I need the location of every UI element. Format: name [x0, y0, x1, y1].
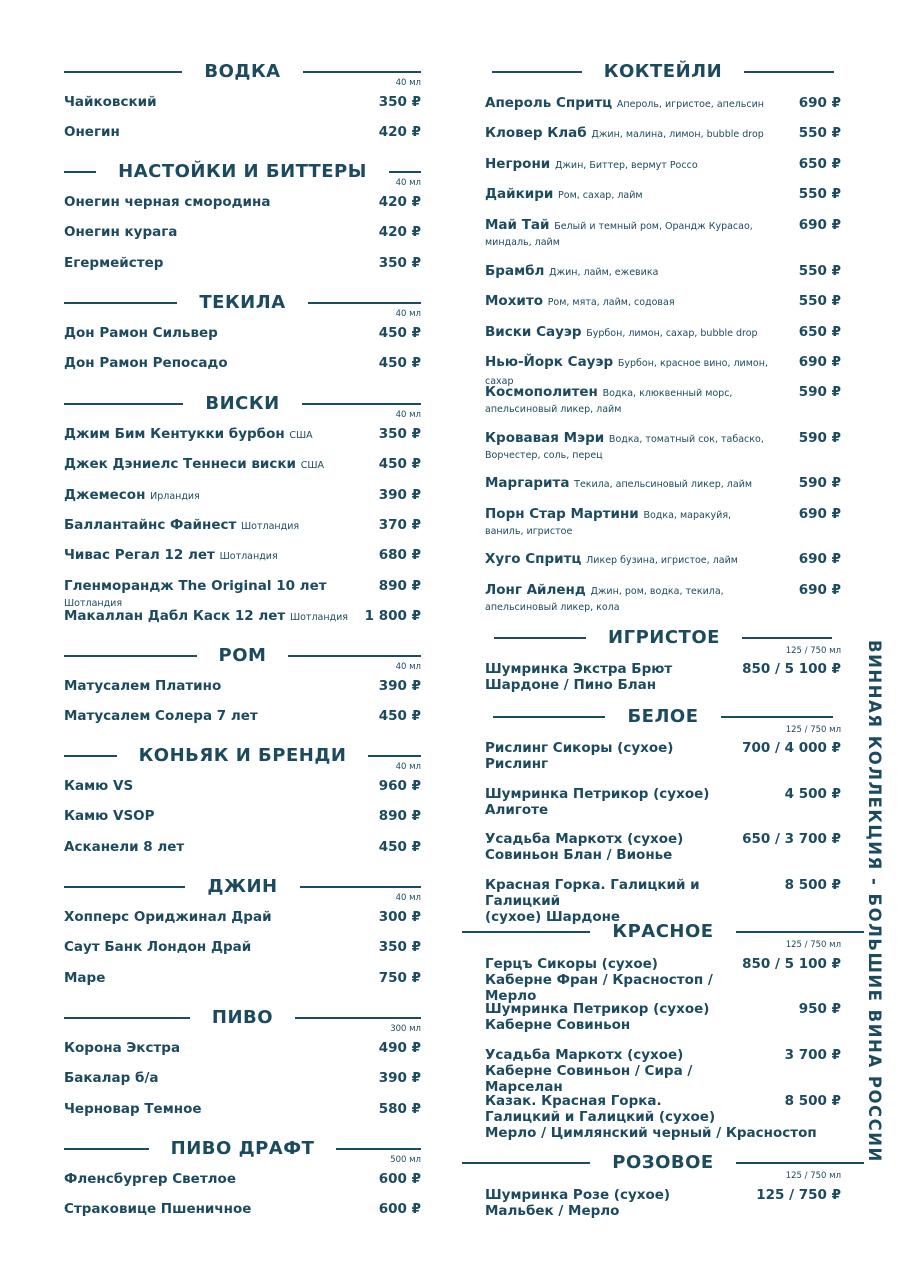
item-name [64, 1070, 371, 1086]
wine-name-line: Усадьба Маркотх (сухое) [485, 1047, 684, 1063]
item-name-text: Баллантайнс Файнест [64, 516, 237, 533]
volume-label: 125 / 750 мл [785, 725, 841, 735]
section-title: ВИСКИ [205, 393, 280, 414]
item-name-text: Джек Дэниелс Теннеси виски [64, 456, 296, 473]
item-name [64, 970, 371, 986]
item-description: апельсиновый ликер, кола [485, 602, 620, 613]
volume-label: 40 мл [395, 178, 421, 188]
item-name [485, 217, 791, 250]
item-name [64, 839, 371, 855]
divider-line [494, 637, 586, 639]
divider-line [64, 71, 182, 73]
section-title: ТЕКИЛА [199, 292, 286, 313]
item-name-text: Корона Экстра [64, 1040, 181, 1056]
item-name-text: Дон Рамон Репосадо [64, 355, 228, 372]
item-origin: Шотландия [289, 611, 349, 623]
item-price: 690 ₽ [798, 582, 841, 598]
item-price: 420 ₽ [378, 124, 421, 141]
item-name [64, 678, 371, 694]
volume-label: 125 / 750 мл [785, 940, 841, 950]
volume-label: 500 мл [390, 1155, 421, 1165]
item-name [64, 608, 371, 626]
divider-line [742, 637, 832, 639]
item-name [485, 263, 791, 281]
section-title: ПИВО ДРАФТ [170, 1138, 315, 1159]
item-price: 590 ₽ [798, 384, 841, 400]
section-title: КОНЬЯК И БРЕНДИ [138, 745, 347, 766]
divider-line [493, 716, 605, 718]
section-title: ИГРИСТОЕ [608, 627, 720, 648]
item-name-text: Онегин [64, 124, 120, 141]
item-name [485, 582, 791, 615]
section-title: ДЖИН [207, 876, 278, 897]
item-name-text: Егермейстер [64, 254, 164, 271]
item-description: Ликер бузина, игристое, лайм [586, 555, 738, 566]
wine-name-line: Галицкий и Галицкий (сухое) [485, 1109, 716, 1125]
item-price: 650 ₽ [798, 156, 841, 172]
item-description: Джин, ром, водка, текила, [590, 586, 724, 597]
item-name [485, 156, 791, 174]
divider-line [302, 403, 421, 405]
volume-label: 40 мл [395, 662, 421, 672]
item-name-text: Чивас Регал 12 лет [64, 547, 215, 564]
item-name [485, 186, 791, 204]
item-name [485, 384, 791, 417]
item-name [485, 506, 791, 539]
item-name [64, 778, 371, 794]
item-name-text: Бакалар б/а [64, 1070, 159, 1087]
divider-line [64, 655, 197, 657]
item-name-text: Матусалем Платино [64, 678, 222, 694]
section-header [64, 160, 421, 184]
section-header [64, 291, 421, 315]
item-price: 580 ₽ [378, 1100, 421, 1117]
volume-label: 40 мл [395, 410, 421, 420]
item-price: 550 ₽ [798, 293, 841, 309]
item-origin: Шотландия [241, 520, 300, 532]
item-name-text: Онегин курага [64, 224, 178, 241]
item-name [64, 224, 371, 240]
wine-name [485, 740, 745, 772]
item-description: Текила, апельсиновый ликер, лайм [574, 479, 753, 490]
item-name-text: Брамбл [485, 263, 545, 279]
divider-line [389, 171, 421, 173]
item-name-text: Чайковский [64, 94, 157, 110]
wine-price: 3 700 ₽ [784, 1047, 841, 1063]
item-name-text: Джемесон [64, 486, 146, 503]
divider-line [336, 1148, 421, 1150]
divider-line [64, 886, 185, 888]
item-price: 450 ₽ [378, 708, 421, 725]
item-name-text: Дон Рамон Сильвер [64, 325, 218, 341]
item-name [64, 1201, 371, 1217]
item-description: миндаль, лайм [485, 237, 560, 248]
divider-line [368, 755, 421, 757]
volume-label: 40 мл [395, 762, 421, 772]
item-name [485, 551, 791, 569]
item-description: Джин, Биттер, вермут Россо [554, 160, 698, 171]
item-name-text: Порн Стар Мартини [485, 506, 639, 522]
section-header [64, 875, 421, 899]
section-header [485, 60, 841, 84]
divider-line [64, 171, 96, 173]
section-title: КОКТЕЙЛИ [603, 61, 723, 82]
section-header [64, 644, 421, 668]
item-price: 490 ₽ [378, 1040, 421, 1056]
item-origin: Шотландия [64, 597, 123, 609]
divider-line [744, 71, 834, 73]
item-name-text: Макаллан Дабл Каск 12 лет [64, 607, 286, 624]
item-description: Ром, мята, лайм, содовая [547, 297, 675, 308]
item-name [64, 355, 371, 371]
wine-name [485, 956, 745, 1004]
divider-line [64, 1148, 149, 1150]
item-name-text: Фленсбургер Светлое [64, 1171, 236, 1187]
wine-name-line: Усадьба Маркотх (сухое) [485, 831, 684, 847]
item-price: 300 ₽ [378, 909, 421, 925]
wine-name-line: Красная Горка. Галицкий и Галицкий [485, 877, 700, 909]
divider-line [736, 1162, 864, 1164]
item-name [485, 293, 791, 311]
item-name-text: Нью-Йорк Сауэр [485, 354, 614, 370]
wine-name-line: Каберне Фран / Красностоп / Мерло [485, 972, 713, 1004]
section-title: ВОДКА [204, 61, 281, 82]
item-price: 350 ₽ [378, 254, 421, 271]
wine-name-line: Алиготе [485, 802, 549, 818]
item-name [64, 939, 371, 955]
wine-price: 4 500 ₽ [784, 786, 841, 802]
wine-price: 700 / 4 000 ₽ [742, 740, 841, 756]
item-price: 690 ₽ [798, 354, 841, 370]
item-price: 350 ₽ [378, 94, 421, 110]
item-name-text: Страковице Пшеничное [64, 1201, 252, 1218]
item-name-text: Черновар Темное [64, 1100, 202, 1117]
item-price: 650 ₽ [798, 324, 841, 340]
item-origin: США [289, 430, 313, 441]
item-name [485, 125, 791, 143]
item-name-text: Май Тай [485, 217, 550, 233]
item-description: Апероль, игристое, апельсин [616, 99, 764, 110]
item-name [485, 324, 791, 342]
item-name [485, 430, 791, 463]
wine-name-line: Рислинг [485, 756, 549, 772]
wine-price: 850 / 5 100 ₽ [742, 661, 841, 677]
volume-label: 125 / 750 мл [785, 1171, 841, 1181]
item-name-text: Дайкири [485, 186, 554, 202]
item-price: 420 ₽ [378, 224, 421, 241]
item-price: 690 ₽ [798, 551, 841, 567]
item-price: 1 800 ₽ [364, 607, 421, 624]
wine-name-line: Герцъ Сикоры (сухое) [485, 956, 658, 972]
volume-label: 40 мл [395, 309, 421, 319]
wine-name-line: Рислинг Сикоры (сухое) [485, 740, 674, 756]
item-price: 450 ₽ [378, 838, 421, 855]
item-price: 590 ₽ [798, 475, 841, 491]
item-name [64, 578, 371, 612]
wine-price: 8 500 ₽ [784, 877, 841, 893]
section-title: РОЗОВОЕ [612, 1152, 714, 1173]
item-description: Джин, малина, лимон, bubble drop [591, 129, 764, 140]
section-title: РОМ [218, 645, 267, 666]
volume-label: 125 / 750 мл [785, 646, 841, 656]
item-price: 450 ₽ [378, 456, 421, 473]
item-name-text: Хопперс Ориджинал Драй [64, 909, 272, 925]
item-name-text: Мохито [485, 293, 543, 309]
divider-line [295, 1017, 421, 1019]
section-header [64, 60, 421, 84]
wine-name [485, 1001, 745, 1033]
wine-name-line: (сухое) Шардоне [485, 909, 621, 925]
divider-line [303, 71, 421, 73]
item-description: Ром, сахар, лайм [558, 190, 643, 201]
divider-line [736, 931, 864, 933]
item-name-text: Матусалем Солера 7 лет [64, 708, 258, 725]
item-price: 680 ₽ [378, 547, 421, 564]
item-name [64, 255, 371, 271]
item-description: Водка, клюквенный морс, [602, 388, 733, 399]
volume-label: 40 мл [395, 78, 421, 88]
item-price: 890 ₽ [378, 577, 421, 594]
item-price: 350 ₽ [378, 939, 421, 956]
section-header [64, 744, 421, 768]
wine-name-line: Шардоне / Пино Блан [485, 677, 657, 693]
wine-price: 650 / 3 700 ₽ [742, 831, 841, 847]
item-description: Джин, лайм, ежевика [549, 267, 659, 278]
item-name [64, 517, 371, 535]
divider-line [308, 302, 421, 304]
item-name-text: Апероль Спритц [485, 95, 613, 111]
item-description: Бурбон, лимон, сахар, bubble drop [586, 328, 758, 339]
item-name [64, 325, 371, 341]
item-name-text: Кловер Клаб [485, 125, 587, 141]
item-origin: Ирландия [150, 490, 200, 502]
divider-line [64, 302, 177, 304]
item-name [64, 708, 371, 724]
divider-line [64, 755, 117, 757]
item-price: 370 ₽ [378, 516, 421, 533]
wine-name [485, 786, 745, 818]
section-title: КРАСНОЕ [612, 921, 714, 942]
item-description: Ворчестер, соль, перец [485, 450, 603, 461]
item-name [64, 1171, 371, 1187]
wine-name-line: Шумринка Экстра Брют [485, 661, 673, 677]
item-name-text: Маргарита [485, 475, 570, 491]
item-price: 420 ₽ [378, 194, 421, 210]
item-name [485, 475, 791, 493]
item-description: Белый и темный ром, Орандж Курасао, [554, 221, 753, 232]
item-description: апельсиновый ликер, лайм [485, 404, 622, 415]
item-price: 550 ₽ [798, 263, 841, 279]
item-name [64, 426, 371, 444]
item-name-text: Хуго Спритц [485, 551, 582, 567]
item-price: 690 ₽ [798, 95, 841, 111]
wine-name-line: Шумринка Петрикор (сухое) [485, 1001, 710, 1017]
item-price: 890 ₽ [378, 808, 421, 825]
item-price: 450 ₽ [378, 325, 421, 341]
item-name [485, 95, 791, 113]
item-name [64, 456, 371, 474]
wine-name-line: Совиньон Блан / Вионье [485, 847, 673, 863]
item-price: 690 ₽ [798, 506, 841, 522]
divider-line [300, 886, 421, 888]
section-title: НАСТОЙКИ И БИТТЕРЫ [118, 161, 367, 182]
item-name [64, 1101, 371, 1117]
item-price: 690 ₽ [798, 217, 841, 233]
wine-price: 950 ₽ [798, 1001, 841, 1017]
section-header [64, 1006, 421, 1030]
section-title: БЕЛОЕ [627, 706, 699, 727]
item-price: 450 ₽ [378, 355, 421, 372]
wine-name-line: Шумринка Петрикор (сухое) [485, 786, 710, 802]
item-description: ваниль, игристое [485, 526, 573, 537]
wine-name [485, 661, 745, 693]
wine-name-line: Шумринка Розе (сухое) [485, 1187, 671, 1203]
item-price: 550 ₽ [798, 186, 841, 202]
item-name-text: Джим Бим Кентукки бурбон [64, 426, 285, 442]
volume-label: 300 мл [390, 1024, 421, 1034]
divider-line [492, 71, 582, 73]
divider-line [462, 1162, 590, 1164]
wine-price: 850 / 5 100 ₽ [742, 956, 841, 972]
wine-name-line: Каберне Совиньон [485, 1017, 631, 1033]
section-header [64, 392, 421, 416]
item-name [64, 808, 371, 824]
item-name [64, 487, 371, 505]
item-name-text: Космополитен [485, 384, 598, 400]
item-name [64, 1040, 371, 1056]
item-name-text: Онегин черная смородина [64, 194, 271, 210]
item-origin: США [300, 460, 324, 472]
wine-name [485, 1047, 745, 1095]
wine-name-line: Казак. Красная Горка. [485, 1093, 662, 1109]
item-price: 600 ₽ [378, 1201, 421, 1218]
item-name-text: Виски Сауэр [485, 324, 582, 340]
item-name-text: Камю VS [64, 778, 134, 794]
divider-line [721, 716, 833, 718]
item-description: Водка, томатный сок, табаско, [608, 434, 764, 445]
item-name [64, 124, 371, 140]
item-name-text: Негрони [485, 156, 551, 172]
item-name [64, 194, 371, 210]
wine-name [485, 877, 745, 925]
item-name-text: Камю VSOP [64, 808, 155, 825]
item-origin: Шотландия [219, 551, 278, 563]
volume-label: 40 мл [395, 893, 421, 903]
divider-line [64, 403, 183, 405]
side-banner-text: ВИННАЯ КОЛЛЕКЦИЯ - БОЛЬШИЕ ВИНА РОССИИ [865, 640, 884, 1163]
item-price: 390 ₽ [378, 678, 421, 694]
item-name-text: Маре [64, 969, 106, 986]
section-header [64, 1137, 421, 1161]
item-name [64, 909, 371, 925]
item-price: 750 ₽ [378, 969, 421, 986]
wine-price: 125 / 750 ₽ [756, 1187, 841, 1203]
wine-name-line: Каберне Совиньон / Сира / Марселан [485, 1063, 693, 1095]
item-name [64, 547, 371, 565]
wine-name-line: Мальбек / Мерло [485, 1203, 620, 1219]
wine-price: 8 500 ₽ [784, 1093, 841, 1109]
divider-line [64, 1017, 190, 1019]
item-price: 390 ₽ [378, 486, 421, 503]
item-price: 600 ₽ [378, 1171, 421, 1187]
item-name-text: Асканели 8 лет [64, 838, 185, 855]
item-description: Водка, маракуйя, [643, 510, 732, 521]
wine-name [485, 1187, 745, 1219]
wine-name [485, 831, 745, 863]
item-name [64, 94, 371, 110]
section-title: ПИВО [211, 1007, 274, 1028]
item-name-text: Кровавая Мэри [485, 430, 605, 446]
item-price: 960 ₽ [378, 778, 421, 794]
item-description: Бурбон, красное вино, лимон, сахар [485, 358, 768, 387]
item-name-text: Саут Банк Лондон Драй [64, 939, 252, 956]
side-banner [862, 640, 886, 1220]
item-price: 550 ₽ [798, 125, 841, 141]
item-price: 590 ₽ [798, 430, 841, 446]
item-price: 390 ₽ [378, 1070, 421, 1087]
divider-line [288, 655, 421, 657]
wine-name-line: Мерло / Цимлянский черный / Красностоп [485, 1125, 817, 1141]
item-name-text: Гленморандж The Original 10 лет [64, 577, 327, 594]
item-name-text: Лонг Айленд [485, 582, 586, 598]
item-price: 350 ₽ [378, 426, 421, 442]
divider-line [462, 931, 590, 933]
